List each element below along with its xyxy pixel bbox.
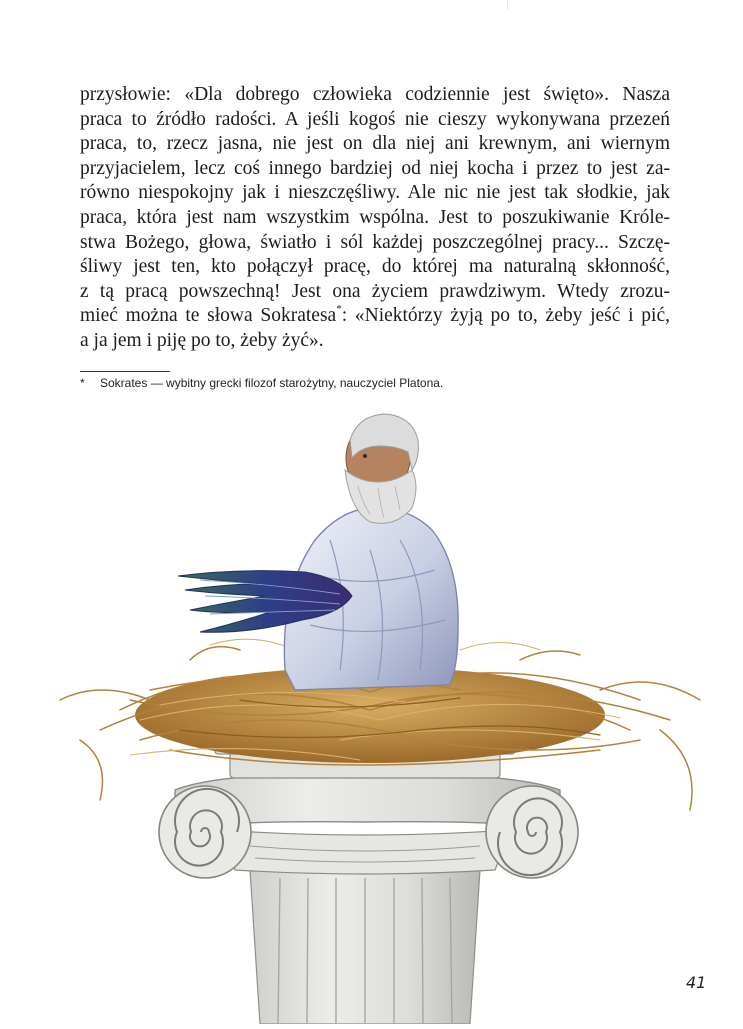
footnote-divider (80, 371, 170, 372)
text-line: a ja jem i piję po to, żeby żyć». (80, 329, 324, 351)
text-line-with-footnote-ref (80, 304, 670, 329)
body-text (80, 83, 670, 354)
text-fragment: mieć można te słowa Sokratesa (80, 305, 337, 327)
column-shaft (250, 870, 480, 1024)
illustration-drawing (40, 400, 710, 1024)
text-line: równo niespokojny jak i nieszczęśliwy. Ale nic nie jest tak słodkie, jak (80, 182, 670, 204)
page-number: 41 (686, 973, 707, 992)
text-line: praca to źródło radości. A jeśli kogoś nie cieszy wykonywana przezeń (80, 108, 670, 130)
text-fragment: : «Niektórzy żyją po to, żeby jeść i pić, (341, 305, 671, 327)
text-line: z tą pracą powszechną! Jest ona życiem prawdziwym. Wtedy zrozu- (80, 280, 670, 302)
illustration-socrates-nest-column (40, 400, 710, 1029)
text-line: przyjacielem, lecz coś innego bardziej od niej kocha i przez to jest za- (80, 157, 670, 179)
socrates-figure (178, 414, 458, 690)
text-line: stwa Bożego, głowa, światło i sól każdej poszczególnej pracy... Szczę- (80, 231, 670, 253)
text-line: praca, to, rzecz jasna, nie jest on dla niej ani krewnym, ani wiernym (80, 133, 670, 155)
footnote-mark: * (80, 376, 85, 390)
text-line: przysłowie: «Dla dobrego człowieka codziennie jest święto». Nasza (80, 84, 670, 105)
text-line: praca, która jest nam wszystkim wspólna. Jest to poszukiwanie Króle- (80, 206, 670, 228)
page-edge (507, 0, 508, 10)
footnote (80, 376, 443, 390)
footnote-text: Sokrates — wybitny grecki filozof starożytny, nauczyciel Platona. (100, 376, 444, 390)
text-line: śliwy jest ten, kto połączył pracę, do której ma naturalną skłonność, (80, 256, 670, 278)
footnote-reference[interactable]: * (336, 303, 342, 316)
